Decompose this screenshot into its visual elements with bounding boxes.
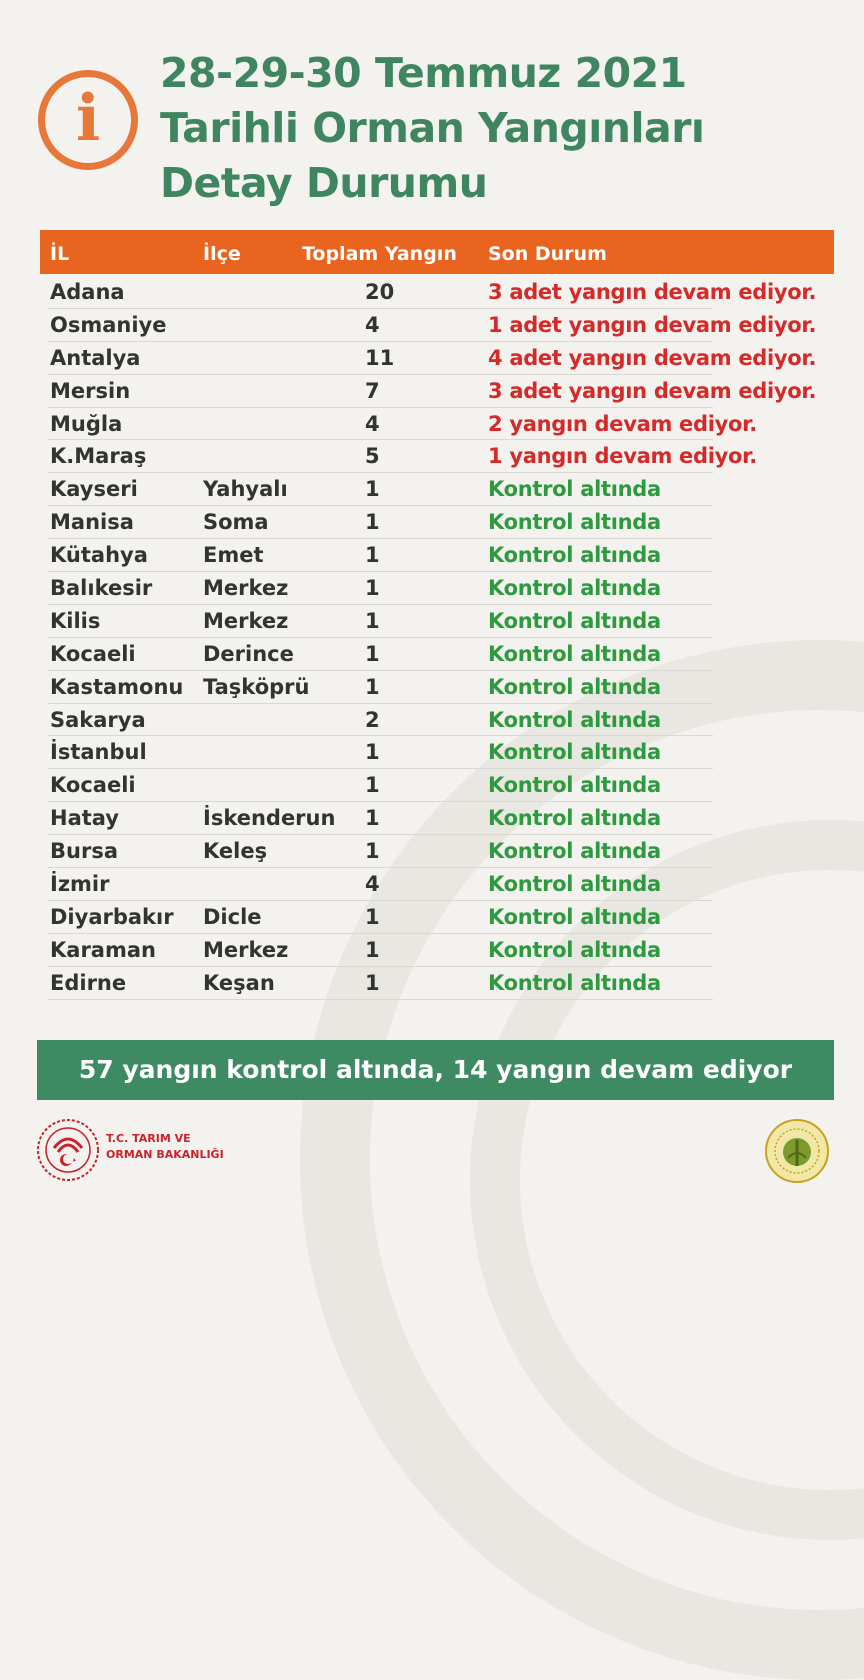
cell-toplam: 1 (365, 806, 380, 831)
ministry-emblem-icon (36, 1118, 100, 1182)
cell-durum: Kontrol altında (488, 707, 661, 732)
cell-durum: Kontrol altında (488, 904, 661, 929)
table-row (48, 769, 838, 802)
cell-il: Kilis (50, 608, 101, 633)
cell-durum: Kontrol altında (488, 872, 661, 897)
title-line-3: Detay Durumu (160, 159, 488, 207)
cell-durum: Kontrol altında (488, 510, 661, 535)
table-row (48, 342, 838, 375)
cell-il: Kastamonu (50, 674, 184, 699)
cell-il: Antalya (50, 345, 141, 370)
cell-toplam: 1 (365, 543, 380, 568)
cell-toplam: 1 (365, 477, 380, 502)
table-row (48, 901, 838, 934)
table-row (48, 638, 838, 671)
cell-il: Kocaeli (50, 641, 136, 666)
table-row (48, 967, 838, 1000)
table-row (48, 440, 838, 473)
cell-durum: Kontrol altında (488, 608, 661, 633)
cell-toplam: 1 (365, 970, 380, 995)
cell-il: Osmaniye (50, 312, 167, 337)
cell-ilce: Merkez (203, 576, 289, 601)
cell-toplam: 4 (365, 411, 380, 436)
cell-durum: Kontrol altında (488, 740, 661, 765)
cell-il: Kütahya (50, 543, 148, 568)
cell-ilce: Merkez (203, 937, 289, 962)
cell-toplam: 1 (365, 674, 380, 699)
cell-il: Adana (50, 280, 125, 304)
table-row (48, 375, 838, 408)
cell-toplam: 2 (365, 707, 380, 732)
cell-durum: Kontrol altında (488, 839, 661, 864)
cell-durum: 3 adet yangın devam ediyor. (488, 280, 817, 304)
table-row (48, 408, 838, 441)
cell-toplam: 4 (365, 312, 380, 337)
cell-il: Edirne (50, 970, 127, 995)
cell-durum: Kontrol altında (488, 773, 661, 798)
table-row (48, 736, 838, 769)
cell-ilce: Dicle (203, 904, 262, 929)
table-row (48, 835, 838, 868)
cell-il: Muğla (50, 411, 123, 436)
cell-ilce: Taşköprü (203, 674, 310, 699)
header-il: İL (50, 243, 70, 265)
cell-toplam: 1 (365, 576, 380, 601)
cell-il: Mersin (50, 378, 131, 403)
cell-toplam: 1 (365, 773, 380, 798)
ministry-line-2: ORMAN BAKANLIĞI (106, 1148, 224, 1161)
cell-il: İstanbul (50, 740, 147, 765)
cell-il: K.Maraş (50, 444, 147, 469)
cell-toplam: 1 (365, 904, 380, 929)
cell-durum: Kontrol altında (488, 576, 661, 601)
header-ilce: İlçe (203, 243, 241, 265)
cell-ilce: Soma (203, 510, 269, 535)
table-row (48, 671, 838, 704)
cell-ilce: Derince (203, 641, 294, 666)
fire-table (48, 276, 838, 1000)
cell-toplam: 20 (365, 280, 395, 304)
table-row (48, 506, 838, 539)
cell-durum: Kontrol altında (488, 970, 661, 995)
cell-toplam: 11 (365, 345, 395, 370)
table-row (48, 572, 838, 605)
cell-durum: 1 yangın devam ediyor. (488, 444, 757, 469)
cell-ilce: Emet (203, 543, 264, 568)
cell-durum: Kontrol altında (488, 641, 661, 666)
title-line-1: 28-29-30 Temmuz 2021 (160, 49, 687, 97)
cell-il: Kayseri (50, 477, 138, 502)
cell-durum: 2 yangın devam ediyor. (488, 411, 757, 436)
cell-il: Hatay (50, 806, 119, 831)
cell-toplam: 1 (365, 937, 380, 962)
cell-durum: 4 adet yangın devam ediyor. (488, 345, 817, 370)
cell-durum: Kontrol altında (488, 937, 661, 962)
table-row (48, 704, 838, 737)
table-row (48, 539, 838, 572)
cell-il: Karaman (50, 937, 156, 962)
table-row (48, 276, 838, 309)
cell-durum: Kontrol altında (488, 543, 661, 568)
cell-ilce: Keşan (203, 970, 275, 995)
cell-durum: Kontrol altında (488, 806, 661, 831)
cell-ilce: İskenderun (203, 806, 336, 831)
ministry-name (106, 1131, 224, 1163)
header-toplam: Toplam Yangın (302, 243, 457, 265)
cell-toplam: 1 (365, 839, 380, 864)
cell-toplam: 4 (365, 872, 380, 897)
table-row (48, 605, 838, 638)
table-row (48, 309, 838, 342)
cell-il: İzmir (50, 872, 110, 897)
header-durum: Son Durum (488, 243, 607, 265)
cell-durum: 1 adet yangın devam ediyor. (488, 312, 817, 337)
cell-ilce: Keleş (203, 839, 268, 864)
cell-ilce: Merkez (203, 608, 289, 633)
info-icon: i (38, 70, 138, 170)
cell-toplam: 1 (365, 740, 380, 765)
cell-durum: Kontrol altında (488, 674, 661, 699)
cell-durum: Kontrol altında (488, 477, 661, 502)
table-row (48, 802, 838, 835)
cell-il: Kocaeli (50, 773, 136, 798)
cell-toplam: 7 (365, 378, 380, 403)
forestry-seal-icon (764, 1118, 830, 1184)
cell-toplam: 1 (365, 641, 380, 666)
cell-il: Sakarya (50, 707, 146, 732)
table-header (40, 230, 834, 274)
cell-toplam: 1 (365, 608, 380, 633)
cell-il: Balıkesir (50, 576, 153, 601)
cell-toplam: 5 (365, 444, 380, 469)
page-title (160, 46, 850, 211)
table-row (48, 868, 838, 901)
cell-il: Diyarbakır (50, 904, 174, 929)
cell-ilce: Yahyalı (203, 477, 288, 502)
ministry-line-1: T.C. TARIM VE (106, 1132, 191, 1145)
cell-il: Bursa (50, 839, 118, 864)
cell-toplam: 1 (365, 510, 380, 535)
cell-il: Manisa (50, 510, 134, 535)
table-row (48, 473, 838, 506)
title-line-2: Tarihli Orman Yangınları (160, 104, 705, 152)
cell-durum: 3 adet yangın devam ediyor. (488, 378, 817, 403)
table-row (48, 934, 838, 967)
summary-banner: 57 yangın kontrol altında, 14 yangın devam ediyor (37, 1040, 834, 1100)
